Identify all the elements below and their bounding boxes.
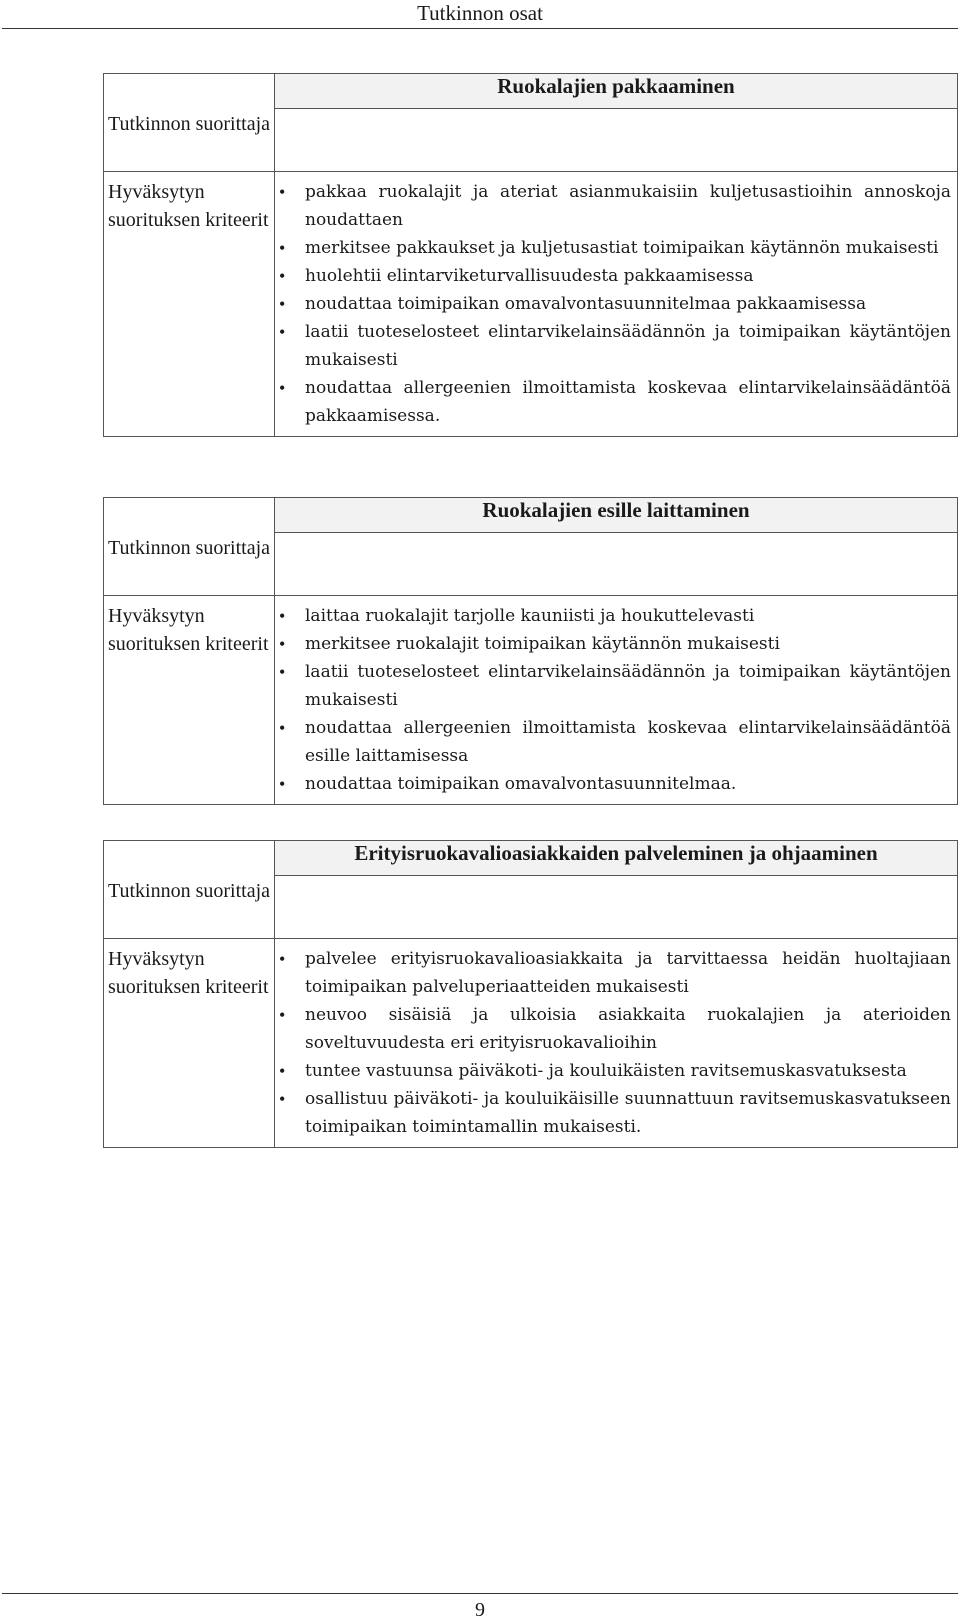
performer-value-cell [275,109,958,172]
criteria-table-serving [103,497,958,805]
list-item: • pakkaa ruokalajit ja ateriat asianmukaisiin kuljetusastioihin annoskoja noudattaen [275,178,951,234]
performer-value-cell [275,533,958,596]
criteria-table-special-diets [103,840,958,1148]
list-item: • noudattaa toimipaikan omavalvontasuunnitelmaa pakkaamisessa [275,290,951,318]
page-number: 9 [475,1599,485,1621]
performer-label-cell [104,841,275,939]
criteria-label: Hyväksytyn suorituksen kriteerit [108,605,269,655]
list-item: • osallistuu päiväkoti- ja kouluikäisille suunnattuun ravitsemuskasvatukseen toimipaikan toimintamallin mukaisesti. [275,1085,951,1141]
criteria-table-packing [103,73,958,437]
criteria-label-cell [104,596,275,805]
header-rule [2,28,958,29]
list-item: • noudattaa allergeenien ilmoittamista koskevaa elintarvikelainsäädäntöä pakkaamisessa. [275,374,951,430]
list-item: • merkitsee pakkaukset ja kuljetusastiat toimipaikan käytännön mukaisesti [275,234,951,262]
footer-rule [2,1593,958,1594]
list-item: • laatii tuoteselosteet elintarvikelainsäädännön ja toimipaikan käytäntöjen mukaisesti [275,318,951,374]
table-heading: Ruokalajien pakkaaminen [275,74,958,109]
list-item: • laatii tuoteselosteet elintarvikelainsäädännön ja toimipaikan käytäntöjen mukaisesti [275,658,951,714]
criteria-label-cell [104,172,275,437]
performer-label: Tutkinnon suorittaja [107,113,271,135]
list-item: • palvelee erityisruokavalioasiakkaita ja tarvittaessa heidän huoltajiaan toimipaikan palveluperiaatteiden mukaisesti [275,945,951,1001]
list-item: • laittaa ruokalajit tarjolle kauniisti ja houkuttelevasti [275,602,951,630]
list-item: • neuvoo sisäisiä ja ulkoisia asiakkaita ruokalajien ja aterioiden soveltuvuudesta eri erityisruokavalioihin [275,1001,951,1057]
list-item: • tuntee vastuunsa päiväkoti- ja kouluikäisten ravitsemuskasvatuksesta [275,1057,951,1085]
table-heading: Erityisruokavalioasiakkaiden palveleminen ja ohjaaminen [275,841,958,876]
criteria-list-cell [275,596,958,805]
criteria-label: Hyväksytyn suorituksen kriteerit [108,181,269,231]
criteria-label-cell [104,939,275,1148]
list-item: • huolehtii elintarviketurvallisuudesta pakkaamisessa [275,262,951,290]
criteria-list [275,596,957,804]
list-item: • merkitsee ruokalajit toimipaikan käytännön mukaisesti [275,630,951,658]
performer-label: Tutkinnon suorittaja [107,537,271,559]
criteria-list-cell [275,172,958,437]
list-item: • noudattaa toimipaikan omavalvontasuunnitelmaa. [275,770,951,798]
performer-value-cell [275,876,958,939]
list-item: • noudattaa allergeenien ilmoittamista koskevaa elintarvikelainsäädäntöä esille laittamisessa [275,714,951,770]
performer-label-cell [104,498,275,596]
criteria-list [275,172,957,436]
table-heading: Ruokalajien esille laittaminen [275,498,958,533]
performer-label: Tutkinnon suorittaja [107,880,271,902]
running-header: Tutkinnon osat [417,1,543,25]
criteria-label: Hyväksytyn suorituksen kriteerit [108,948,269,998]
criteria-list-cell [275,939,958,1148]
performer-label-cell [104,74,275,172]
criteria-list [275,939,957,1147]
